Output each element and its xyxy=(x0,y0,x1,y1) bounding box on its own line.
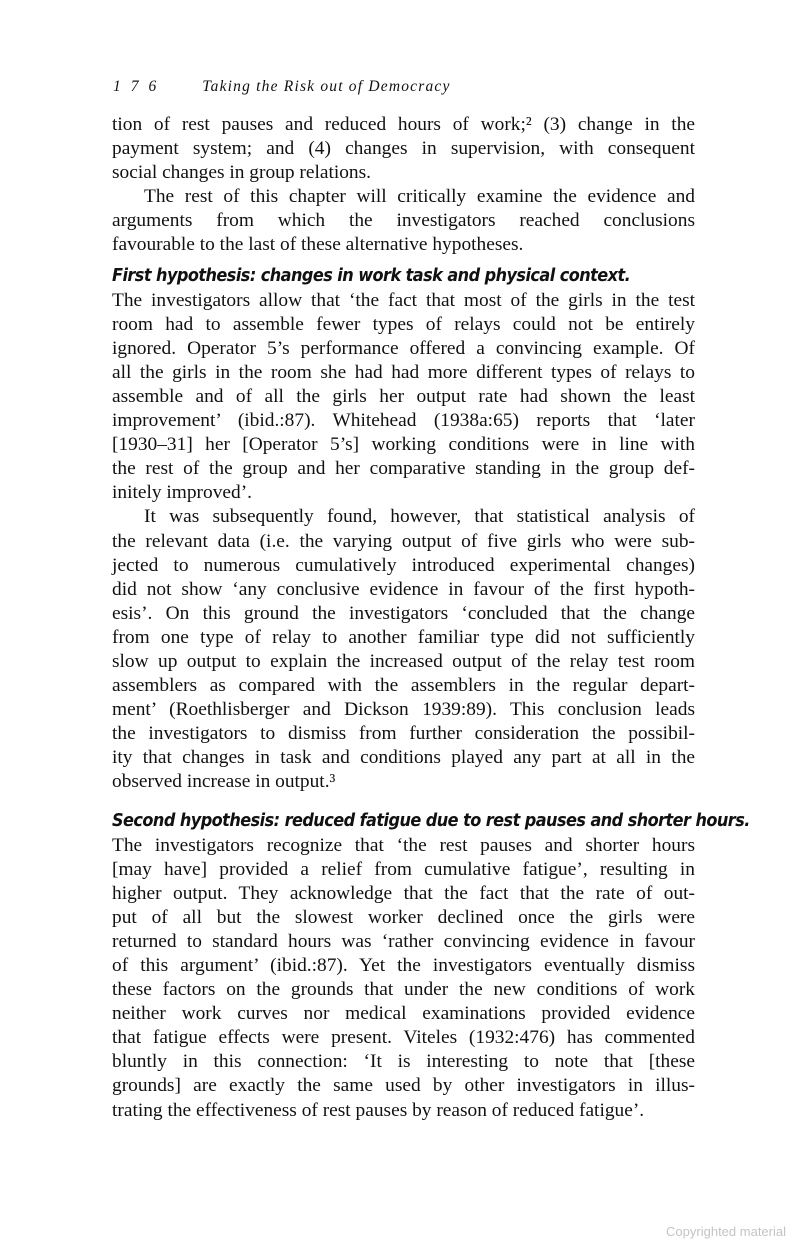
text-line: The rest of this chapter will critically examine the evidence and xyxy=(144,186,695,208)
paragraph-continuation xyxy=(112,113,695,185)
running-head xyxy=(113,78,451,96)
text-line: these factors on the grounds that under the new conditions of work xyxy=(112,979,695,1001)
page-number: 176 xyxy=(113,78,167,95)
text-line: [may have] provided a relief from cumulative fatigue’, resulting in xyxy=(112,858,695,880)
text-line: returned to standard hours was ‘rather convincing evidence in favour xyxy=(112,930,695,952)
text-line: the relevant data (i.e. the varying output of five girls who were sub- xyxy=(112,530,695,552)
text-line: of this argument’ (ibid.:87). Yet the investigators eventually dismiss xyxy=(112,955,695,976)
text-line: did not show ‘any conclusive evidence in favour of the first hypoth- xyxy=(112,578,695,600)
text-line: favourable to the last of these alternative hypotheses. xyxy=(112,234,524,256)
text-line: from one type of relay to another familiar type did not sufficiently xyxy=(112,626,695,648)
text-line: assemble and of all the girls her output rate had shown the least xyxy=(112,385,695,407)
text-line: grounds] are exactly the same used by other investigators in illus- xyxy=(112,1075,695,1097)
paragraph-first-hypothesis xyxy=(112,289,695,506)
copyright-watermark: Copyrighted material xyxy=(666,1224,786,1239)
text-line: the investigators to dismiss from further consideration the possibil- xyxy=(112,723,695,745)
paragraph-second-hypothesis xyxy=(112,834,695,1123)
text-line: initely improved’. xyxy=(112,482,253,504)
text-line: bluntly in this connection: ‘It is interesting to note that [these xyxy=(112,1051,695,1073)
text-line: arguments from which the investigators reached conclusions xyxy=(112,210,695,232)
text-line: ignored. Operator 5’s performance offered a convincing example. Of xyxy=(112,337,695,359)
text-line: The investigators recognize that ‘the rest pauses and shorter hours xyxy=(112,834,695,856)
text-line: The investigators allow that ‘the fact that most of the girls in the test xyxy=(112,289,695,311)
text-line: that fatigue effects were present. Viteles (1932:476) has commented xyxy=(112,1027,695,1049)
text-line: room had to assemble fewer types of relays could not be entirely xyxy=(112,313,695,335)
text-line: payment system; and (4) changes in supervision, with consequent xyxy=(112,138,695,160)
text-line: all the girls in the room she had had more different types of relays to xyxy=(112,361,695,383)
body-text xyxy=(112,113,750,1123)
text-line: [1930–31] her [Operator 5’s] working conditions were in line with xyxy=(112,434,695,456)
text-line: slow up output to explain the increased output of the relay test room xyxy=(112,650,695,672)
text-line: esis’. On this ground the investigators ‘concluded that the change xyxy=(112,602,695,624)
running-title: Taking the Risk out of Democracy xyxy=(202,78,451,95)
paragraph-chapter-intro xyxy=(112,185,695,257)
paragraph-statistical-analysis xyxy=(112,505,695,794)
text-line: ment’ (Roethlisberger and Dickson 1939:89). This conclusion leads xyxy=(112,699,695,721)
text-line: observed increase in output.³ xyxy=(112,771,336,793)
text-line: trating the effectiveness of rest pauses by reason of reduced fatigue’. xyxy=(112,1099,645,1121)
text-line: tion of rest pauses and reduced hours of work;² (3) change in the xyxy=(112,114,695,135)
text-line: jected to numerous cumulatively introduced experimental changes) xyxy=(112,554,695,576)
section-heading-first-hypothesis: First hypothesis: changes in work task and physical context. xyxy=(112,265,631,286)
text-line: It was subsequently found, however, that statistical analysis of xyxy=(144,506,695,528)
section-heading-second-hypothesis: Second hypothesis: reduced fatigue due to rest pauses and shorter hours. xyxy=(112,810,750,831)
text-line: improvement’ (ibid.:87). Whitehead (1938a:65) reports that ‘later xyxy=(112,410,695,432)
text-line: put of all but the slowest worker declined once the girls were xyxy=(112,906,695,928)
text-line: the rest of the group and her comparative standing in the group def- xyxy=(112,458,695,480)
text-line: assemblers as compared with the assemblers in the regular depart- xyxy=(112,675,695,697)
text-line: ity that changes in task and conditions played any part at all in the xyxy=(112,747,695,769)
text-line: higher output. They acknowledge that the fact that the rate of out- xyxy=(112,882,695,904)
text-line: social changes in group relations. xyxy=(112,162,372,184)
text-line: neither work curves nor medical examinations provided evidence xyxy=(112,1003,695,1025)
